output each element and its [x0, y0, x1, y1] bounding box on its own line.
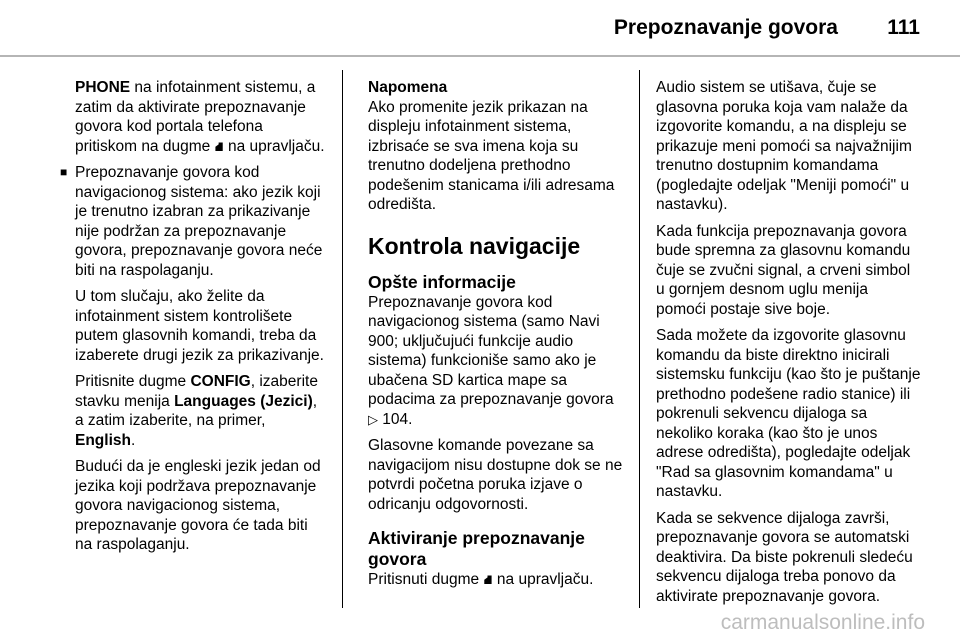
col1-paragraph-3 — [75, 372, 329, 450]
column-1 — [60, 78, 329, 562]
column-divider-2 — [639, 70, 640, 608]
note-title: Napomena — [368, 79, 448, 96]
col1-p3-a: Pritisnite dugme — [75, 373, 191, 390]
col3-paragraph-1: Audio sistem se utišava, čuje se glasovna poruka koja vam nalaže da izgovorite komandu, a na displeju se prikazuje meni pomoći sa najvažnijim trenutno dostupnim komandama (pogledajte odeljak "Meniji pomoći" u nastavku). — [656, 79, 912, 213]
col1-bullet-text: Prepoznavanje govora kod navigacionog sistema: ako jezik koji je trenutno izabran za prikazivanje nije podržan za prepoznavanje govora, prepoznavanje govora neće biti na raspolaganju. — [75, 164, 323, 279]
page-reference-icon: ▷ — [368, 411, 378, 427]
section-heading: Kontrola navigacije — [368, 232, 581, 259]
col2-p3-b: na upravljaču. — [492, 571, 594, 588]
page-header — [0, 0, 960, 54]
phone-keyword: PHONE — [75, 79, 131, 96]
col1-p1-end: na upravljaču. — [223, 137, 325, 155]
col2-p1-text: Prepoznavanje govora kod navigacionog sistema (samo Navi 900; uključujući funkcije audio sistema) funkcioniše samo ako je ubačena SD kartica mape sa podacima za prepoznavanje govora — [368, 293, 614, 408]
col2-paragraph-2: Glasovne komande povezane sa navigacijom nisu dostupne dok se ne potvrdi početna poruka izjave o odricanju odgovornosti. — [368, 437, 623, 513]
voice-control-icon: ⛘ — [214, 138, 224, 154]
page-number: 111 — [887, 16, 920, 39]
column-3 — [656, 78, 922, 613]
col1-p1-text: na infotainment sistemu, a zatim da aktivirate prepoznavanje govora kod portala telefona pritiskom na dugme — [75, 79, 316, 155]
column-2 — [368, 78, 624, 597]
config-keyword: CONFIG — [190, 373, 251, 390]
subheading-activation: Aktiviranje prepoznavanje govora — [368, 528, 585, 569]
header-divider — [0, 55, 960, 57]
subheading-general-info: Opšte informacije — [368, 271, 516, 292]
col2-paragraph-3 — [368, 570, 624, 590]
col2-p1-ref: 104. — [378, 410, 413, 428]
col1-p3-e: , a zatim izaberite, na primer, — [75, 392, 318, 429]
col3-paragraph-3: Sada možete da izgovorite glasovnu komandu da biste direktno inicirali sistemsku funkciju (kao što je puštanje prethodno podešene radio stanice) ili pokrenuli sekvencu dijaloga sa nekoliko koraka (kao što je unos adrese odredišta), pogledajte odeljak "Rad sa glasovnim komandama" u nastavku. — [656, 327, 921, 500]
languages-keyword: Languages (Jezici) — [174, 392, 313, 410]
col2-paragraph-1 — [368, 293, 624, 430]
voice-control-icon: ⛘ — [483, 572, 493, 587]
col1-p3-c: , izaberite stavku menija — [75, 373, 318, 410]
col1-bullet-item — [60, 163, 329, 280]
watermark: carmanualsonline.info — [720, 611, 925, 634]
note-text: Ako promenite jezik prikazan na displeju infotainment sistema, izbrisaće se sva imena koja su trenutno dodeljena prethodno podešenim stanicama i/ili adresama odredišta. — [368, 98, 615, 213]
english-keyword: English — [75, 431, 131, 449]
col1-p3-g: . — [130, 431, 136, 449]
col2-p3-a: Pritisnuti dugme — [368, 571, 484, 588]
col3-paragraph-2: Kada funkcija prepoznavanja govora bude spremna za glasovnu komandu čuje se zvučni signal, a crveni simbol u gornjem desnom uglu menija pomoći postaje sive boje. — [656, 222, 911, 318]
square-bullet-icon: ■ — [60, 165, 68, 179]
column-divider-1 — [342, 70, 343, 608]
col3-paragraph-4: Kada se sekvence dijaloga završi, prepoznavanje govora se automatski deaktivira. Da biste pokrenuli sledeću sekvencu dijaloga treba ponovo da aktivirate prepoznavanje govora. — [656, 509, 913, 605]
page-title: Prepoznavanje govora — [613, 16, 838, 39]
col1-paragraph-4: Budući da je engleski jezik jedan od jezika koji podržava prepoznavanje govora navigacionog sistema, prepoznavanje govora će tada biti na raspolaganju. — [75, 458, 321, 553]
col1-paragraph-1 — [75, 78, 329, 156]
col1-paragraph-2: U tom slučaju, ako želite da infotainment sistem kontrolišete putem glasovnih komandi, treba da izaberete drugi jezik za prikazivanje. — [75, 288, 324, 364]
